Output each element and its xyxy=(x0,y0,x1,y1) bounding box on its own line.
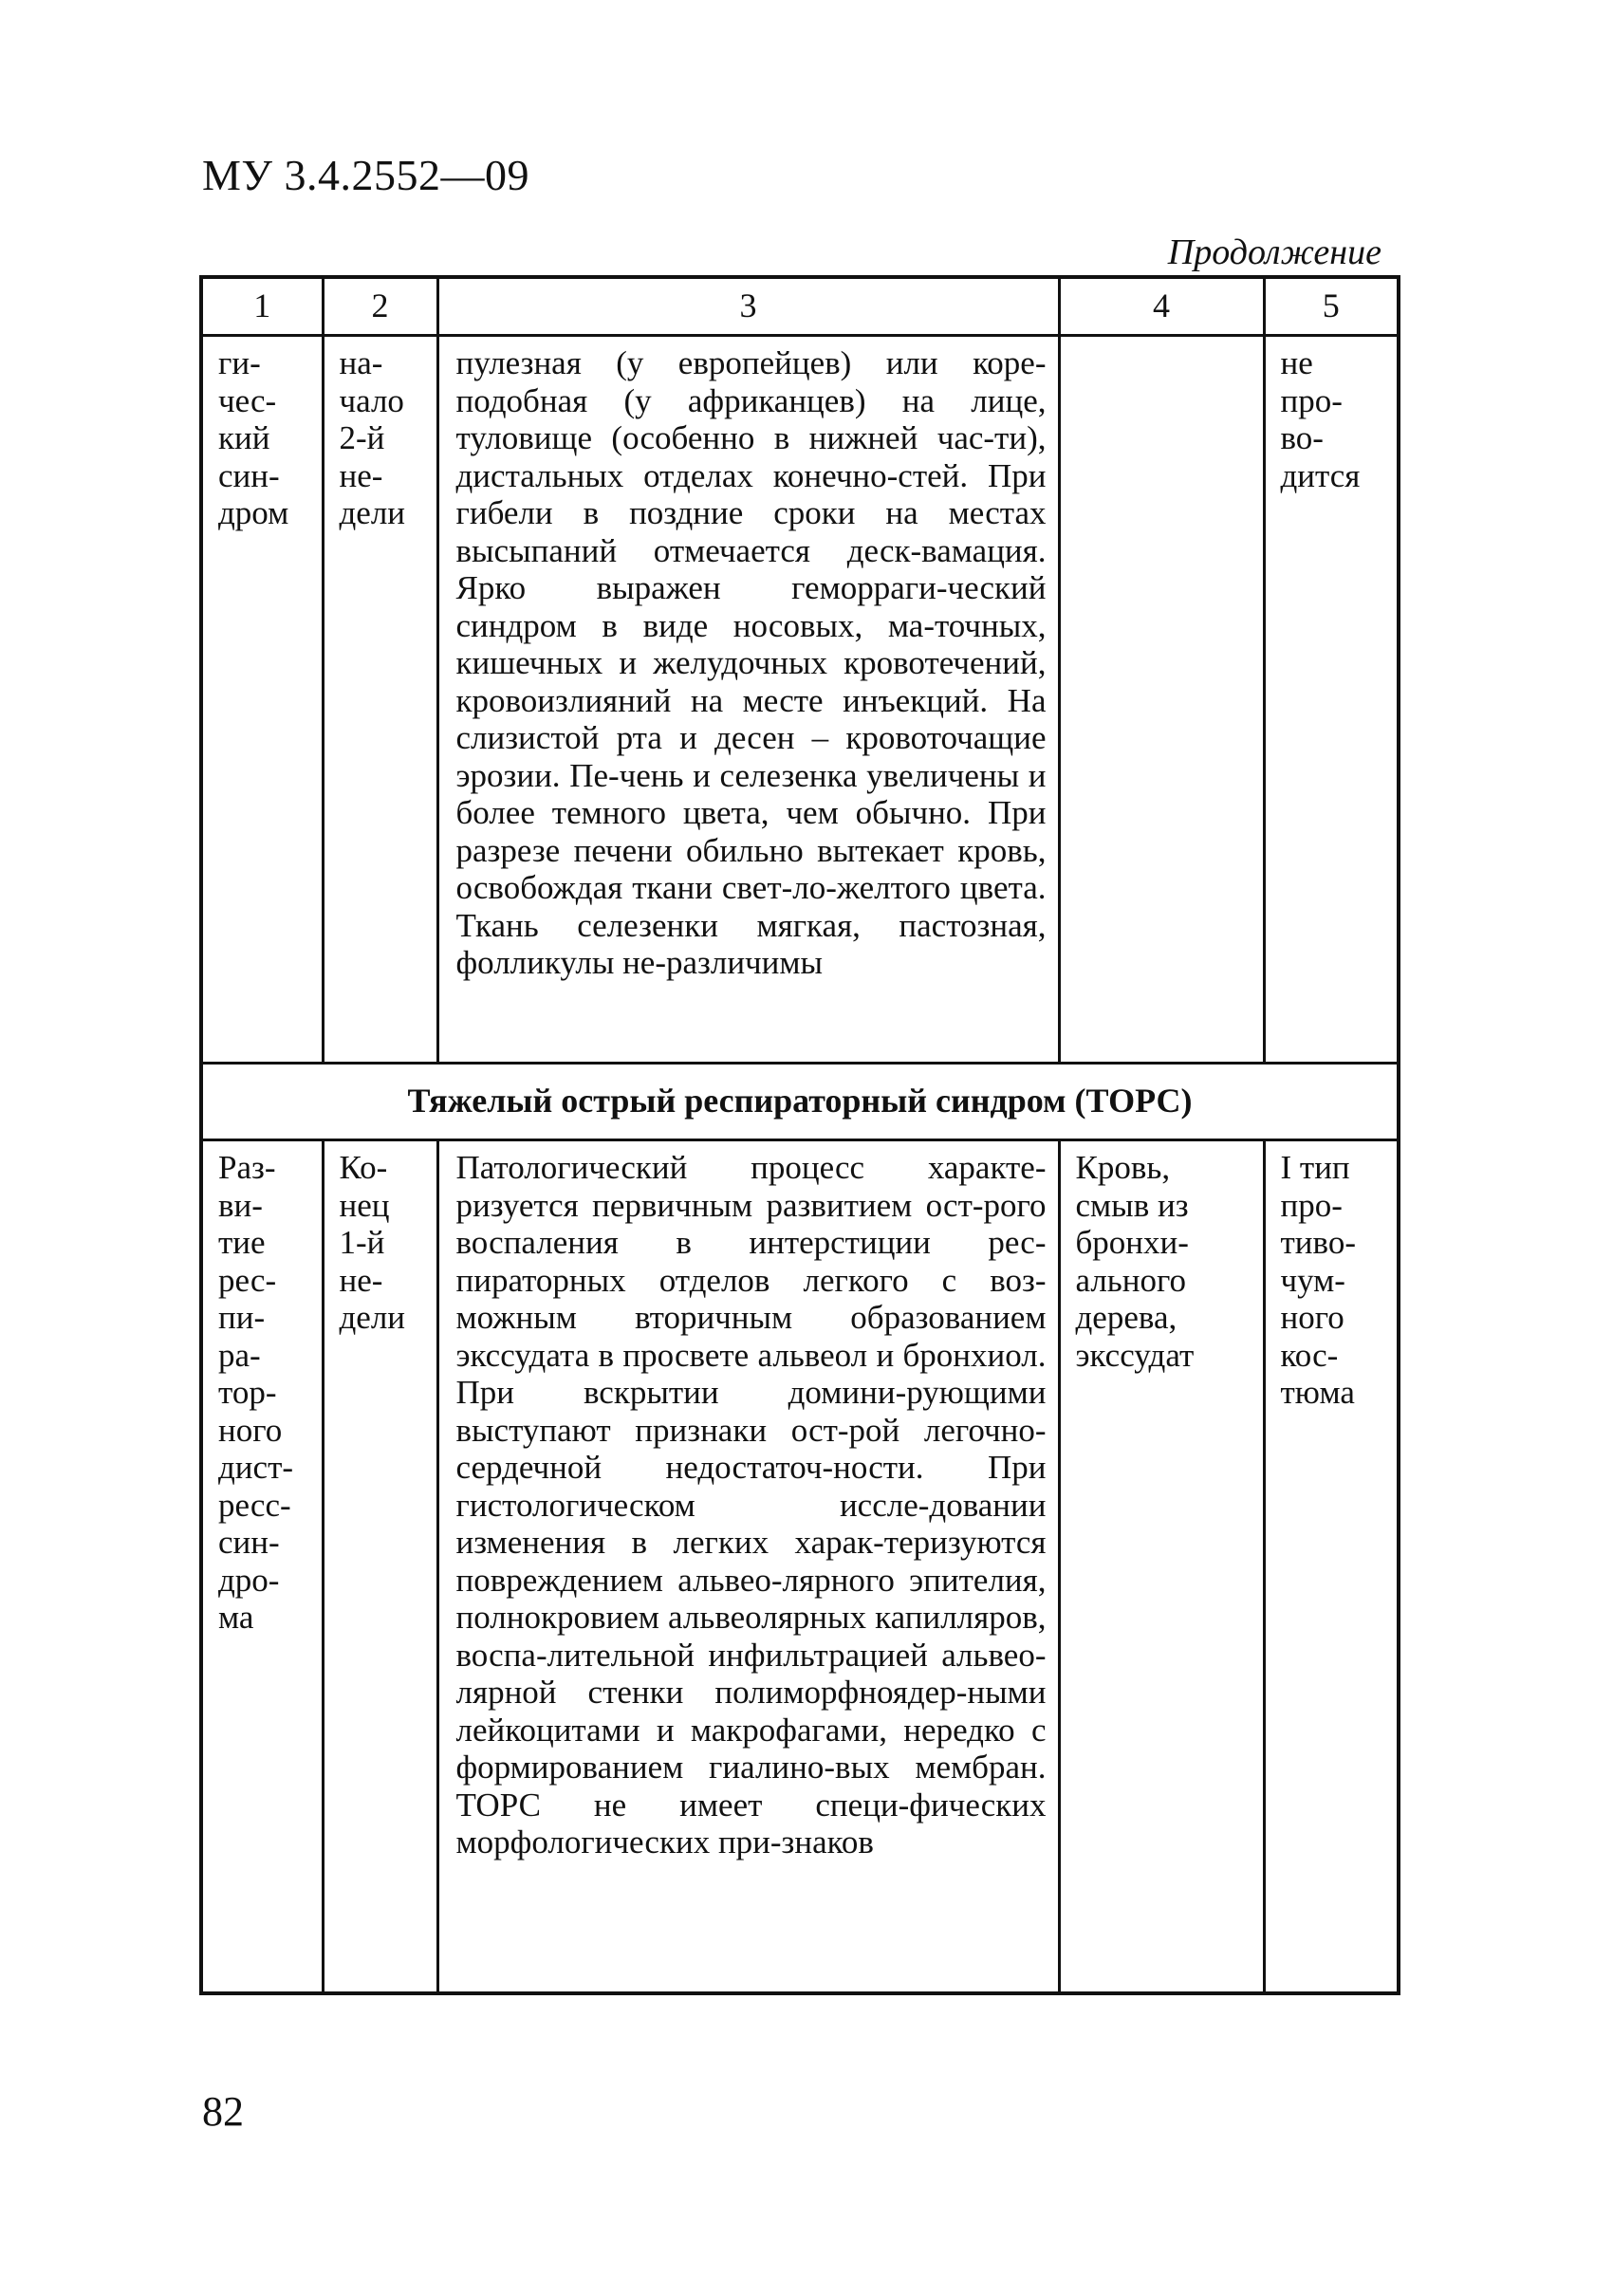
data-table xyxy=(199,275,1400,1995)
column-number-3: 3 xyxy=(437,277,1059,336)
description-cell: Патологический процесс характе-ризуется первичным развитием ост-рого воспаления в интерстиции рес-пираторных отделов легкого с воз-можным вторичным образованием экссудата в просвете альвеол и бронхиол. При вскрытии домини-рующими выступают признаки ост-рой легочно-сердечной недостаточ-ности. При гистологическом иссле-довании изменения в легких харак-теризуются повреждением альвео-лярного эпителия, полнокровием альвеолярных капилляров, воспа-лительной инфильтрацией альвео-лярной стенки полиморфноядер-ными лейкоцитами и макрофагами, нередко с формированием гиалино-вых мембран. ТОРС не имеет специ-фических морфологических при-знаков xyxy=(437,1140,1059,1994)
column-number-4: 4 xyxy=(1059,277,1264,336)
continuation-label: Продолжение xyxy=(1167,232,1381,272)
material-cell xyxy=(1059,336,1264,1064)
column-number-2: 2 xyxy=(323,277,437,336)
protection-cell: I тип про- тиво- чум- ного кос- тюма xyxy=(1264,1140,1399,1994)
column-number-row xyxy=(201,277,1399,336)
onset-cell: Ко- нец 1-й не- дели xyxy=(323,1140,437,1994)
column-number-1: 1 xyxy=(201,277,323,336)
data-table-container xyxy=(199,275,1397,1995)
onset-cell: на- чало 2-й не- дели xyxy=(323,336,437,1064)
syndrome-cell: ги- чес- кий син- дром xyxy=(201,336,323,1064)
description-cell: пулезная (у европейцев) или коре-подобная (у африканцев) на лице, туловище (особенно в нижней час-ти), дистальных отделах конечно-стей. При гибели в поздние сроки на местах высыпаний отмечается деск-вамация. Ярко выражен геморраги-ческий синдром в виде носовых, ма-точных, кишечных и желудочных кровотечений, кровоизлияний на месте инъекций. На слизистой рта и десен – кровоточащие эрозии. Пе-чень и селезенка увеличены и более темного цвета, чем обычно. При разрезе печени обильно вытекает кровь, освобождая ткани свет-ло-желтого цвета. Ткань селезенки мягкая, пастозная, фолликулы не-различимы xyxy=(437,336,1059,1064)
section-title: Тяжелый острый респираторный синдром (ТОРС) xyxy=(201,1064,1399,1140)
syndrome-cell: Раз- ви- тие рес- пи- ра- тор- ного дист- ресс- син- дро- ма xyxy=(201,1140,323,1994)
material-cell: Кровь, смыв из бронхи- ального дерева, экссудат xyxy=(1059,1140,1264,1994)
document-code: МУ 3.4.2552—09 xyxy=(202,151,529,199)
page-number: 82 xyxy=(202,2088,244,2135)
protection-cell: не про- во- дится xyxy=(1264,336,1399,1064)
table-row xyxy=(201,1140,1399,1994)
column-number-5: 5 xyxy=(1264,277,1399,336)
table-row xyxy=(201,336,1399,1064)
section-heading-row xyxy=(201,1064,1399,1140)
